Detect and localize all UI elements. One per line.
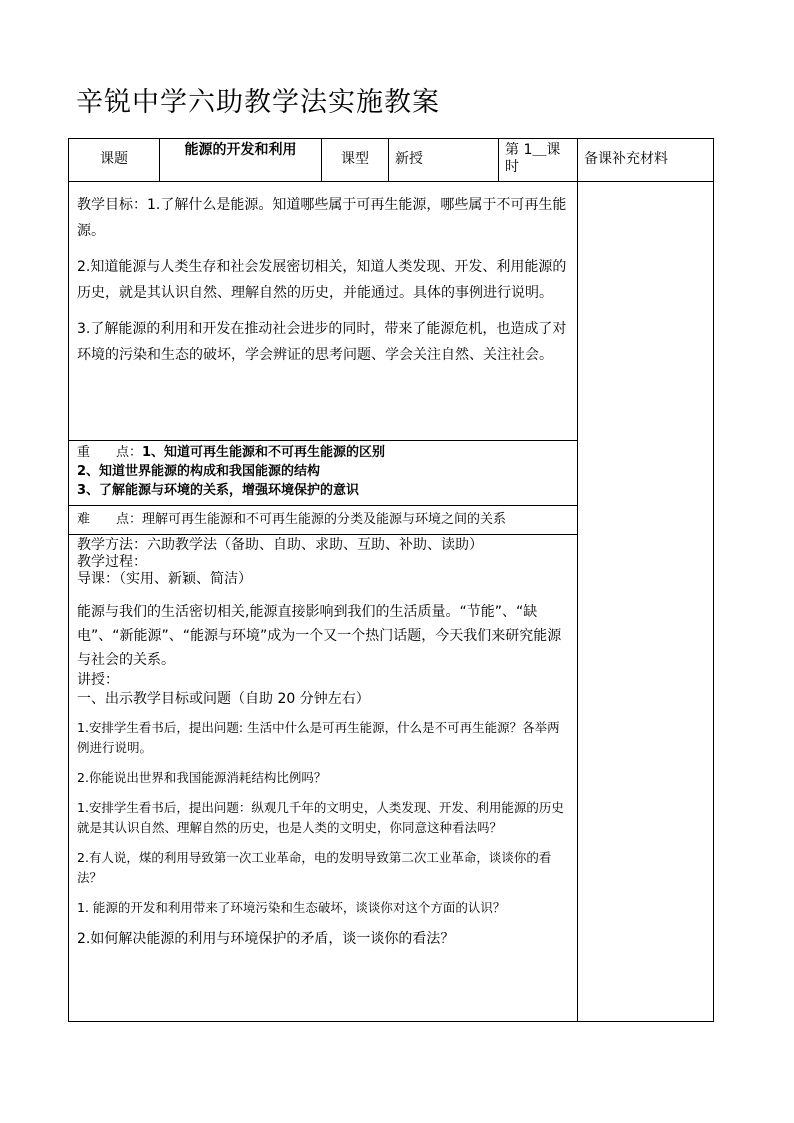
question-5: 1. 能源的开发和利用带来了环境污染和生态破坏，谈谈你对这个方面的认识？ — [77, 900, 506, 915]
question-3: 1.安排学生看书后，提出问题：纵观几千年的文明史，人类发现、开发、利用能源的历史就是其认识自然、理解自然的历史，也是人类的文明史，你同意这种看法吗？ — [77, 800, 564, 835]
key-points-label: 重 点： — [77, 445, 143, 460]
section-1-heading: 一、出示教学目标或问题（自助 20 分钟左右） — [77, 691, 370, 707]
lesson-plan-table — [68, 138, 714, 1022]
page-title: 辛锐中学六助教学法实施教案 — [76, 87, 440, 118]
intro-text: 能源与我们的生活密切相关,能源直接影响到我们的生活质量。“节能”、“缺电”、“新能源”、“能源与环境”成为一个又一个热门话题，今天我们来研究能源与社会的关系。 — [77, 604, 562, 668]
objective-2: 2.知道能源与人类生存和社会发展密切相关，知道人类发现、开发、利用能源的历史，就是其认识自然、理解自然的历史，并能通过。具体的事例进行说明。 — [77, 259, 567, 301]
question-4: 2.有人说，煤的利用导致第一次工业革命，电的发明导致第二次工业革命，谈谈你的看法？ — [77, 850, 552, 885]
topic-value: 能源的开发和利用 — [184, 142, 297, 158]
topic-label-cell — [69, 139, 160, 182]
lecture-label: 讲授： — [77, 672, 119, 688]
process-label: 教学过程： — [77, 554, 147, 570]
objectives-cell — [69, 182, 578, 441]
materials-cell — [578, 139, 714, 1022]
objective-3: 3.了解能源的利用和开发在推动社会进步的同时，带来了能源危机，也造成了对环境的污染和生态的破坏，学会辨证的思考问题、学会关注自然、关注社会。 — [77, 321, 567, 363]
difficulty-text: 理解可再生能源和不可再生能源的分类及能源与环境之间的关系 — [142, 512, 507, 527]
header-row — [69, 139, 714, 182]
lesson-cell — [499, 139, 578, 182]
type-value-cell — [389, 139, 499, 182]
key-point-1: 1、知道可再生能源和不可再生能源的区别 — [142, 445, 386, 460]
question-6: 2.如何解决能源的利用与环境保护的矛盾，谈一谈你的看法？ — [77, 931, 455, 947]
type-label: 课型 — [341, 151, 369, 167]
objective-1: 教学目标：1.了解什么是能源。知道哪些属于可再生能源，哪些属于不可再生能源。 — [77, 197, 567, 239]
topic-value-cell — [160, 139, 322, 182]
topic-label: 课题 — [100, 151, 128, 167]
process-cell — [69, 535, 578, 1022]
question-1: 1.安排学生看书后，提出问题: 生活中什么是可再生能源，什么是不可再生能源？各举两例进行说明。 — [77, 720, 560, 755]
key-point-3: 3、了解能源与环境的关系，增强环境保护的意识 — [77, 483, 360, 498]
difficulty-cell — [69, 506, 578, 535]
key-point-2: 2、知道世界能源的构成和我国能源的结构 — [77, 464, 321, 479]
type-value: 新授 — [395, 151, 423, 167]
lesson-number: 第 1＿课时 — [505, 142, 561, 175]
key-points-cell — [69, 441, 578, 506]
teaching-method: 教学方法：六助教学法（备助、自助、求助、互助、补助、读助） — [77, 537, 483, 553]
difficulty-label: 难 点： — [77, 512, 143, 527]
intro-label: 导课：（实用、新颖、简洁） — [77, 571, 252, 587]
materials-label: 备课补充材料 — [578, 139, 713, 182]
type-label-cell — [322, 139, 389, 182]
question-2: 2.你能说出世界和我国能源消耗结构比例吗？ — [77, 770, 327, 785]
